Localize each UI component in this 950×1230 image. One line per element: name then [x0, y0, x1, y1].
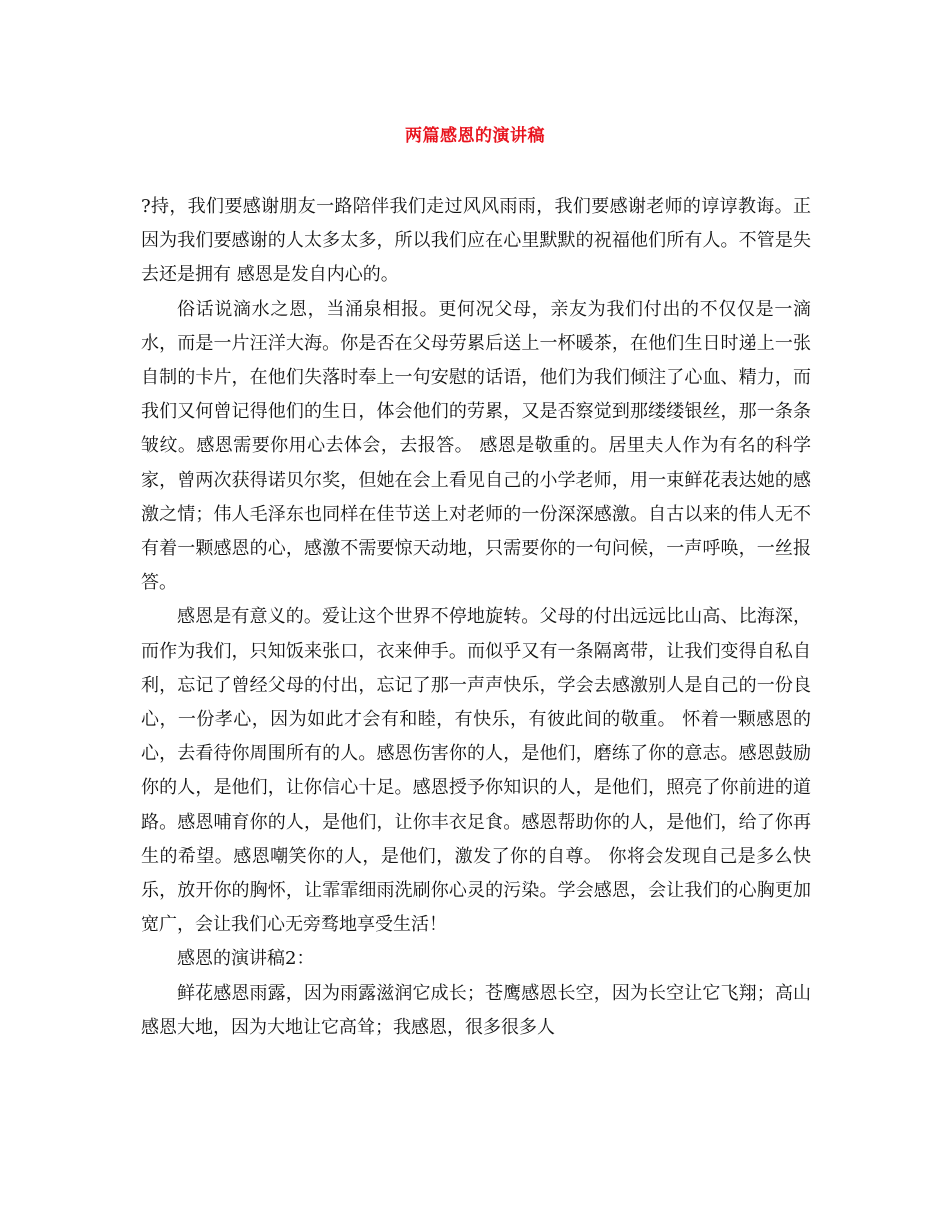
document-title: 两篇感恩的演讲稿 [405, 126, 545, 146]
paragraph-2: 俗话说滴水之恩，当涌泉相报。更何况父母，亲友为我们付出的不仅仅是一滴水，而是一片汪洋大海。你是否在父母劳累后送上一杯暖茶，在他们生日时递上一张自制的卡片，在他们失落时奉上一句安慰的话语，他们为我们倾注了心血、精力，而我们又何曾记得他们的生日，体会他们的劳累，又是否察觉到那缕缕银丝，那一条条皱纹。感恩需要你用心去体会，去报答。 感恩是敬重的。居里夫人作为有名的科学家，曾两次获得诺贝尔奖，但她在会上看见自己的小学老师，用一束鲜花表达她的感激之情；伟人毛泽东也同样在佳节送上对老师的一份深深感激。自古以来的伟人无不有着一颗感恩的心，感激不需要惊天动地，只需要你的一句问候，一声呼唤，一丝报答。 [141, 298, 811, 594]
paragraph-4: 鲜花感恩雨露，因为雨露滋润它成长；苍鹰感恩长空，因为长空让它飞翔；高山感恩大地，因为大地让它高耸；我感恩，很多很多人 [141, 982, 811, 1038]
paragraph-1: ?持，我们要感谢朋友一路陪伴我们走过风风雨雨，我们要感谢老师的谆谆教诲。正因为我们要感谢的人太多太多，所以我们应在心里默默的祝福他们所有人。不管是失去还是拥有 感恩是发自内心的。 [141, 196, 811, 286]
section-heading-speech-2: 感恩的演讲稿2： [177, 948, 315, 970]
paragraph-3: 感恩是有意义的。爱让这个世界不停地旋转。父母的付出远远比山高、比海深，而作为我们，只知饭来张口，衣来伸手。而似乎又有一条隔离带，让我们变得自私自利，忘记了曾经父母的付出，忘记了那一声声快乐，学会去感激别人是自己的一份良心，一份孝心，因为如此才会有和睦，有快乐，有彼此间的敬重。 怀着一颗感恩的心，去看待你周围所有的人。感恩伤害你的人，是他们，磨练了你的意志。感恩鼓励你的人，是他们，让你信心十足。感恩授予你知识的人，是他们，照亮了你前进的道路。感恩哺育你的人，是他们，让你丰衣足食。感恩帮助你的人，是他们，给了你再生的希望。感恩嘲笑你的人，是他们，激发了你的自尊。 你将会发现自己是多么快乐，放开你的胸怀，让霏霏细雨洗刷你心灵的污染。学会感恩，会让我们的心胸更加宽广，会让我们心无旁骛地享受生活！ [141, 606, 811, 936]
document-body [141, 190, 811, 1045]
